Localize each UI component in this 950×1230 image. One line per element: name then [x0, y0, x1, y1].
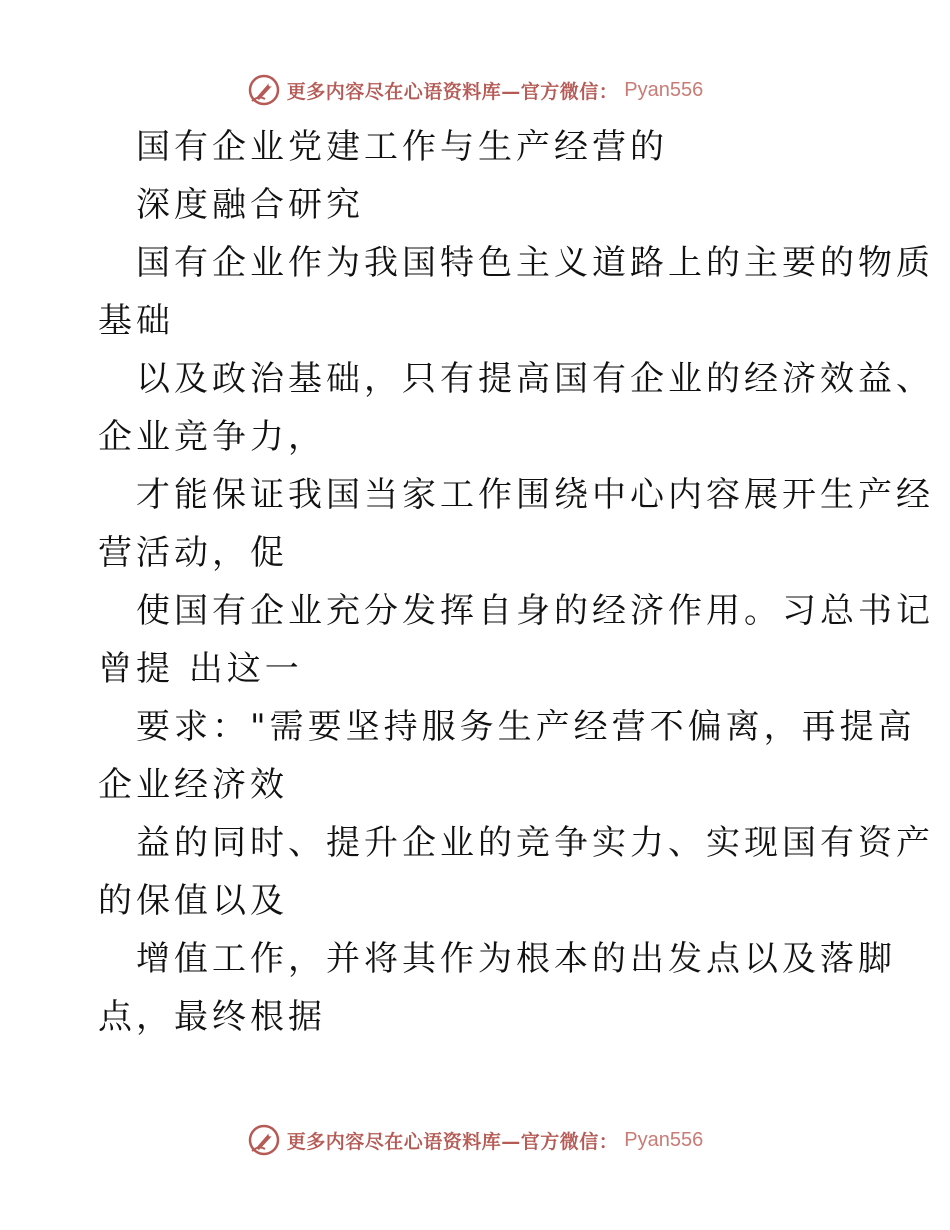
doc-line: 增值工作，并将其作为根本的出发点以及落脚	[136, 939, 896, 979]
doc-line: 国有企业党建工作与生产经营的	[136, 127, 668, 167]
doc-line: 使国有企业充分发挥自身的经济作用。习总书记	[136, 591, 934, 631]
watermark-handle: Pyan556	[624, 78, 704, 101]
doc-line: 曾提 出这一	[98, 649, 303, 689]
doc-line: 以及政治基础，只有提高国有企业的经济效益、	[136, 359, 934, 399]
watermark-handle: Pyan556	[624, 1128, 704, 1151]
doc-line: 国有企业作为我国特色主义道路上的主要的物质	[136, 243, 934, 283]
watermark-text: 更多内容尽在心语资料库—官方微信：	[286, 1130, 619, 1153]
doc-line: 深度融合研究	[136, 185, 364, 225]
doc-line: 基础	[98, 301, 174, 341]
doc-line: 益的同时、提升企业的竞争实力、实现国有资产	[136, 823, 934, 863]
doc-line: 点，最终根据	[98, 997, 326, 1037]
watermark-text: 更多内容尽在心语资料库—官方微信：	[286, 80, 619, 103]
doc-line: 企业经济效	[98, 765, 288, 805]
doc-line: 的保值以及	[98, 881, 288, 921]
footer-watermark	[0, 1120, 950, 1160]
pen-logo-icon	[247, 1123, 281, 1157]
document-body	[98, 118, 934, 1046]
header-watermark	[0, 70, 950, 110]
doc-line: 要求："需要坚持服务生产经营不偏离，再提高	[136, 707, 916, 747]
doc-line: 营活动，促	[98, 533, 288, 573]
pen-logo-icon	[247, 73, 281, 107]
doc-line: 才能保证我国当家工作围绕中心内容展开生产经	[136, 475, 934, 515]
doc-line: 企业竞争力，	[98, 417, 326, 457]
